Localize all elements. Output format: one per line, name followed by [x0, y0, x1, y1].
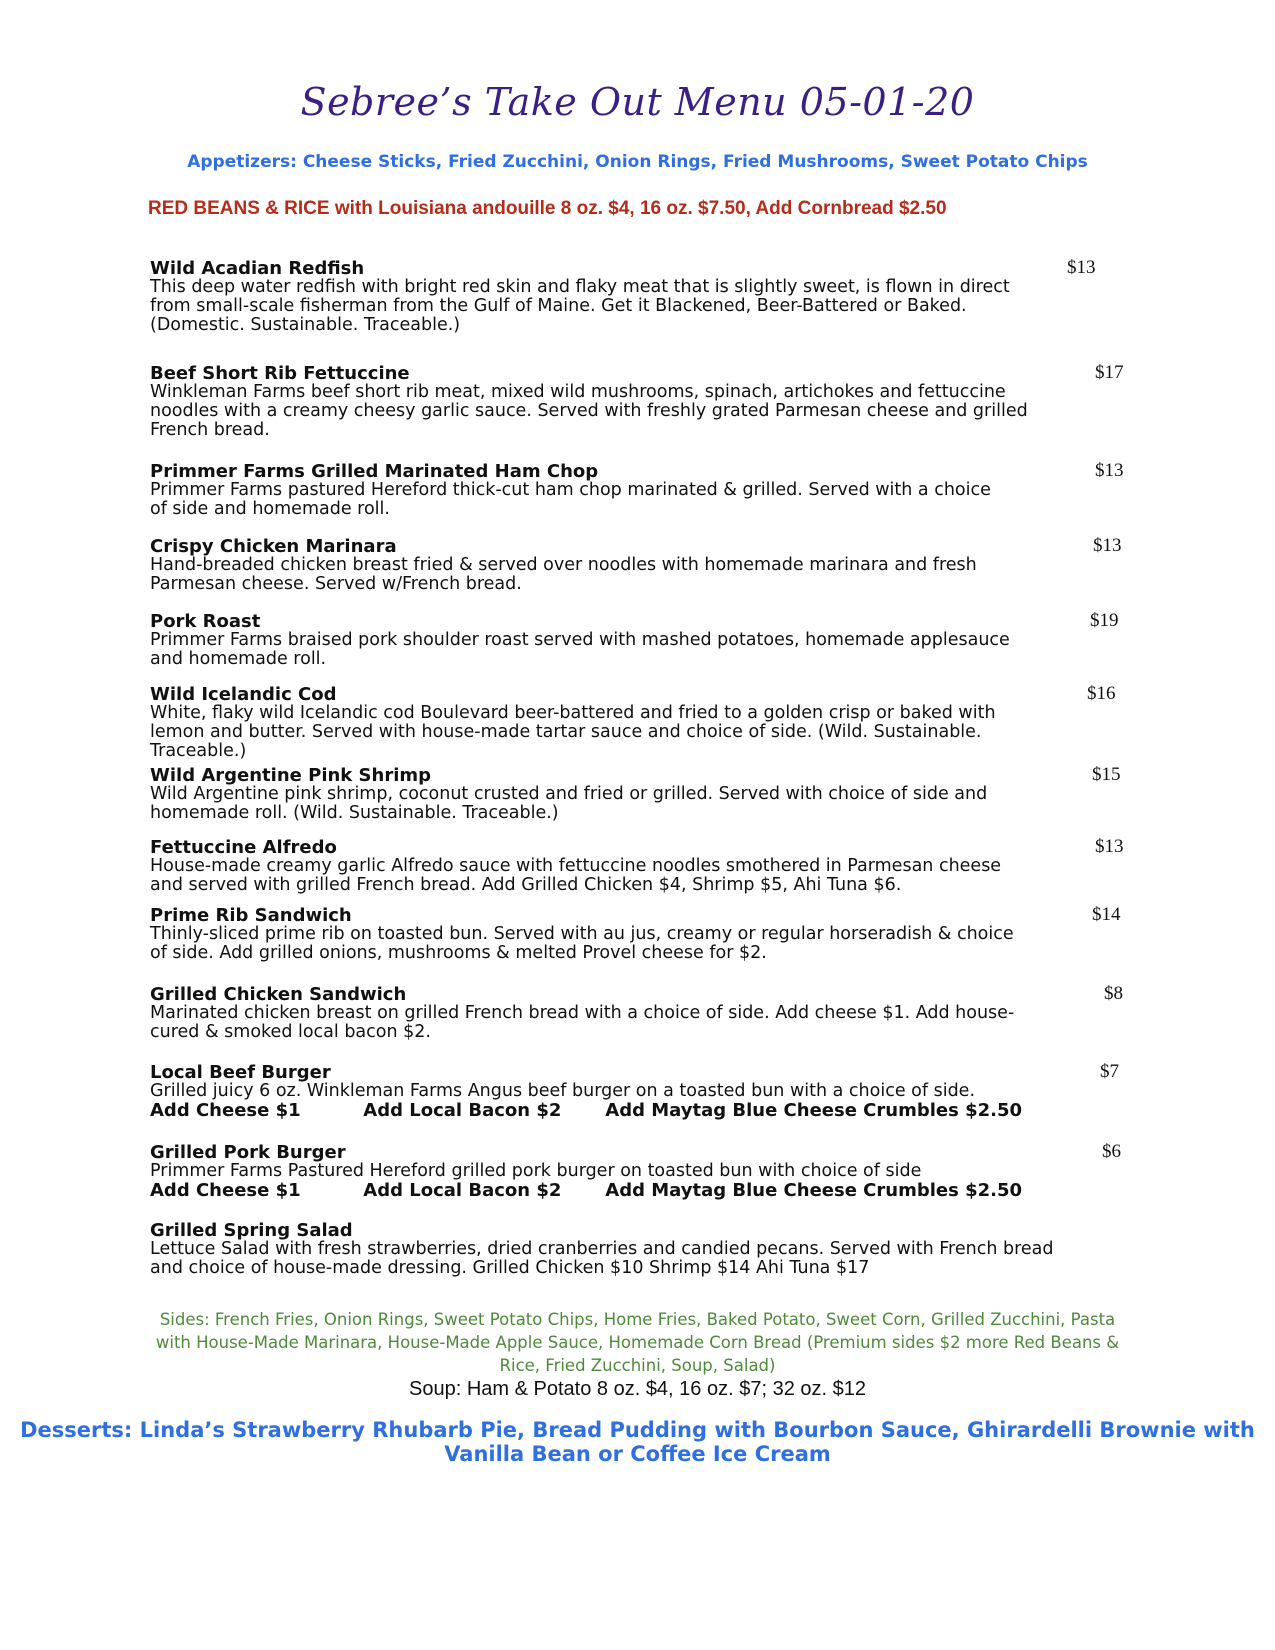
menu-item-description: This deep water redfish with bright red skin and flaky meat that is slightly sweet, is flown in direct from small-scale fisherman from the Gulf of Maine. Get it Blackened, Beer-Battered or Baked. (Domestic. Sustainable. Traceable.): [150, 277, 1010, 335]
menu-item: [150, 612, 1100, 669]
menu-item-price: $13: [1093, 535, 1122, 556]
desserts-line: Desserts: Linda’s Strawberry Rhubarb Pie, Bread Pudding with Bourbon Sauce, Ghirardelli Brownie with Vanilla Bean or Coffee Ice Cream: [20, 1418, 1255, 1466]
red-beans-line: RED BEANS & RICE with Louisiana andouille 8 oz. $4, 16 oz. $7.50, Add Cornbread $2.50: [148, 198, 947, 219]
menu-item-name: Primmer Farms Grilled Marinated Ham Chop: [150, 461, 599, 482]
menu-item: [150, 838, 1100, 895]
menu-item-description: Lettuce Salad with fresh strawberries, dried cranberries and candied pecans. Served with French bread and choice of house-made dressing. Grilled Chicken $10 Shrimp $14 Ahi Tuna $17: [150, 1239, 1054, 1278]
menu-item-name: Grilled Pork Burger: [150, 1142, 346, 1163]
menu-item-addons: Add Cheese $1 Add Local Bacon $2 Add Maytag Blue Cheese Crumbles $2.50: [150, 1100, 1023, 1121]
menu-item: [150, 364, 1100, 440]
menu-item-description: House-made creamy garlic Alfredo sauce with fettuccine noodles smothered in Parmesan cheese and served with grilled French bread. Add Grilled Chicken $4, Shrimp $5, Ahi Tuna $6.: [150, 856, 1002, 895]
menu-item-description: White, flaky wild Icelandic cod Boulevard beer-battered and fried to a golden crisp or baked with lemon and butter. Served with house-made tartar sauce and choice of side. (Wild. Sustainable. Traceable.): [150, 703, 996, 761]
menu-item-name: Wild Acadian Redfish: [150, 258, 365, 279]
menu-item-name: Local Beef Burger: [150, 1062, 331, 1083]
menu-item-price: $17: [1095, 362, 1124, 383]
menu-item: [150, 985, 1100, 1042]
menu-item-price: $13: [1095, 460, 1124, 481]
menu-item: [150, 462, 1100, 519]
menu-item: [150, 1143, 1100, 1201]
menu-item: [150, 537, 1100, 594]
menu-item-price: $13: [1095, 836, 1124, 857]
sides-list: Sides: French Fries, Onion Rings, Sweet Potato Chips, Home Fries, Baked Potato, Sweet Corn, Grilled Zucchini, Pasta with House-Made Marinara, House-Made Apple Sauce, Homemade Corn Bread (Premium sides $2 more Red Beans & Rice, Fried Zucchini, Soup, Salad): [155, 1310, 1120, 1375]
menu-item-name: Beef Short Rib Fettuccine: [150, 363, 410, 384]
menu-item-description: Winkleman Farms beef short rib meat, mixed wild mushrooms, spinach, artichokes and fettuccine noodles with a creamy cheesy garlic sauce. Served with freshly grated Parmesan cheese and grilled French bread.: [150, 382, 1028, 440]
appetizers-line: Appetizers: Cheese Sticks, Fried Zucchini, Onion Rings, Fried Mushrooms, Sweet Potato Chips: [187, 152, 1088, 172]
menu-item-description: Primmer Farms braised pork shoulder roast served with mashed potatoes, homemade applesauce and homemade roll.: [150, 630, 1010, 669]
menu-item-name: Wild Icelandic Cod: [150, 684, 337, 705]
menu-item-price: $6: [1102, 1141, 1121, 1162]
menu-item-addons: Add Cheese $1 Add Local Bacon $2 Add Maytag Blue Cheese Crumbles $2.50: [150, 1180, 1023, 1201]
menu-item-description: Thinly-sliced prime rib on toasted bun. Served with au jus, creamy or regular horseradish & choice of side. Add grilled onions, mushrooms & melted Provel cheese for $2.: [150, 924, 1014, 963]
menu-title: Sebree’s Take Out Menu 05-01-20: [300, 80, 975, 124]
menu-item-name: Grilled Spring Salad: [150, 1220, 353, 1241]
menu-item-description: Primmer Farms pastured Hereford thick-cut ham chop marinated & grilled. Served with a choice of side and homemade roll.: [150, 480, 991, 519]
menu-item-name: Wild Argentine Pink Shrimp: [150, 765, 432, 786]
menu-item: [150, 259, 1100, 335]
menu-item-price: $14: [1092, 904, 1121, 925]
menu-item-description: Primmer Farms Pastured Hereford grilled pork burger on toasted bun with choice of side: [150, 1161, 922, 1181]
menu-item-price: $15: [1092, 764, 1121, 785]
menu-item: [150, 685, 1100, 761]
menu-item-description: Grilled juicy 6 oz. Winkleman Farms Angus beef burger on a toasted bun with a choice of side.: [150, 1081, 976, 1101]
menu-item-price: $13: [1067, 257, 1096, 278]
menu-item: [150, 1063, 1100, 1121]
soup-line: Soup: Ham & Potato 8 oz. $4, 16 oz. $7; 32 oz. $12: [409, 1378, 866, 1400]
menu-item-price: $16: [1087, 683, 1116, 704]
menu-item-name: Grilled Chicken Sandwich: [150, 984, 407, 1005]
menu-item: [150, 906, 1100, 963]
menu-item-price: $19: [1090, 610, 1119, 631]
menu-item-name: Crispy Chicken Marinara: [150, 536, 397, 557]
menu-item-price: $7: [1100, 1061, 1119, 1082]
menu-item-description: Marinated chicken breast on grilled French bread with a choice of side. Add cheese $1. Add house- cured & smoked local bacon $2.: [150, 1003, 1015, 1042]
menu-item-description: Hand-breaded chicken breast fried & served over noodles with homemade marinara and fresh Parmesan cheese. Served w/French bread.: [150, 555, 977, 594]
menu-item-description: Wild Argentine pink shrimp, coconut crusted and fried or grilled. Served with choice of side and homemade roll. (Wild. Sustainable. Traceable.): [150, 784, 988, 823]
menu-item-name: Fettuccine Alfredo: [150, 837, 337, 858]
menu-item-price: $8: [1104, 983, 1123, 1004]
menu-item-name: Pork Roast: [150, 611, 261, 632]
menu-item: [150, 1221, 1130, 1278]
menu-item: [150, 766, 1100, 823]
menu-item-name: Prime Rib Sandwich: [150, 905, 352, 926]
